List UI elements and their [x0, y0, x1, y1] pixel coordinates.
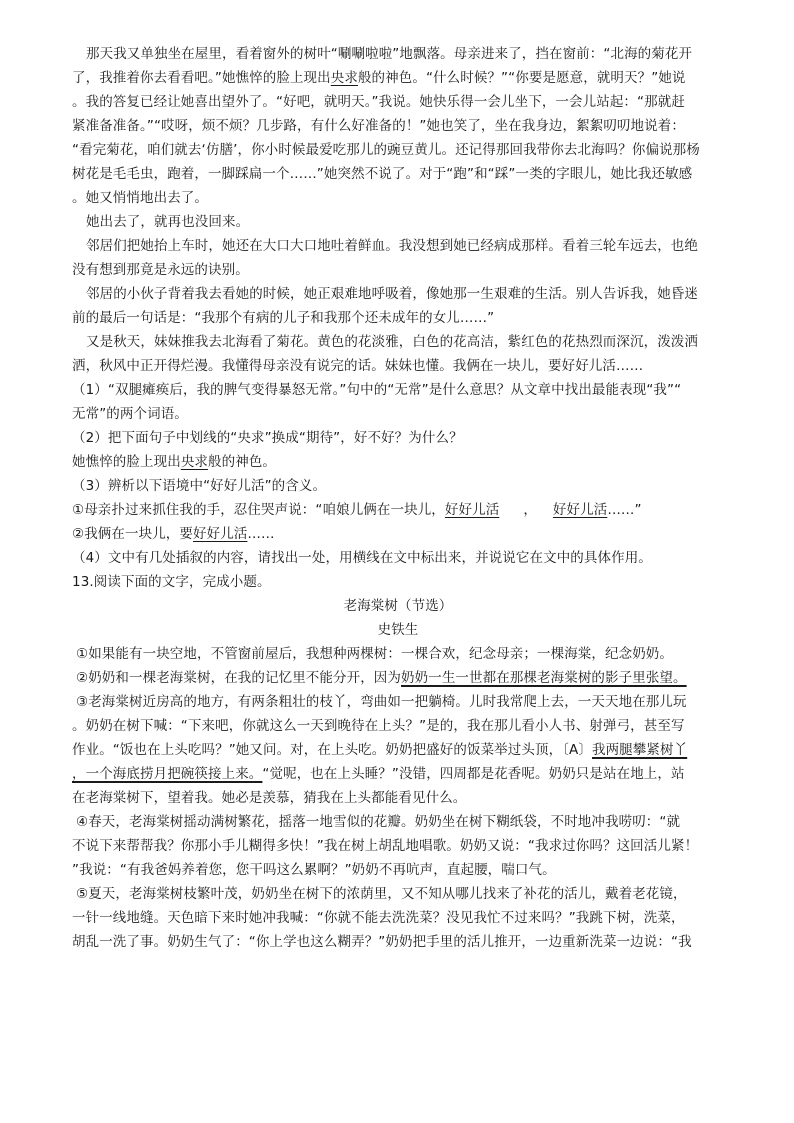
text-line: 邻居们把她抬上车时，她还在大口大口地吐着鲜血。我没想到她已经病成那样。看着三轮车远去，也绝	[86, 238, 698, 254]
underlined-phrase: 好好儿活	[193, 526, 248, 542]
document-page	[72, 42, 724, 954]
text-line: 没有想到那竟是永远的诀别。	[72, 262, 249, 278]
question-3: （3）辨析以下语境中“好好儿活”的含义。	[72, 478, 327, 494]
text-line: 树花是毛毛虫，跑着，一脚踩扁一个……”她突然不说了。对于“跑”和“踩”一类的字眼儿，她比我还敏感	[72, 166, 693, 182]
text-line: 前的最后一句话是：“我那个有病的儿子和我那个还未成年的女儿……”	[72, 310, 495, 326]
question-2-sentence: 她憔悴的脸上现出央求般的神色。	[72, 454, 277, 470]
underlined-sentence: 我两腿攀紧树丫	[591, 742, 688, 758]
text-line: 那天我又单独坐在屋里，看着窗外的树叶“唰唰啦啦”地飘落。母亲进来了，挡在窗前：“北海的菊花开	[86, 46, 693, 62]
underlined-word: 央求	[180, 454, 209, 470]
underlined-word: 央求	[330, 70, 358, 86]
underlined-phrase: 好好儿活	[444, 502, 500, 518]
text-line: 紧准备准备。”“哎呀，烦不烦？几步路，有什么好准备的！”她也笑了，坐在我身边，絮絮叨叨地说着：	[72, 118, 685, 134]
passage-author: 史铁生	[377, 622, 419, 638]
text-line: ”我说：“有我爸妈养着您，您干吗这么累啊？”奶奶不再吭声，直起腰，喘口气。	[72, 862, 556, 878]
underlined-sentence: ，一个海底捞月把碗筷接上来。	[72, 766, 263, 782]
question-3-item-1: ①母亲扑过来抓住我的手，忍住哭声说：“咱娘儿俩在一块儿，好好儿活 ， 好好儿活……”	[72, 502, 642, 518]
text-line: 洒，秋风中正开得烂漫。我懂得母亲没有说完的话。妹妹也懂。我俩在一块儿，要好好儿活……	[72, 358, 644, 374]
question-2: （2）把下面句子中划线的“央求”换成“期待”，好不好？为什么？	[72, 430, 463, 446]
passage-title: 老海棠树（节选）	[343, 598, 453, 614]
underlined-phrase: 好好儿活	[552, 502, 608, 518]
text-line: ③老海棠树近房高的地方，有两条粗壮的枝丫，弯曲如一把躺椅。儿时我常爬上去，一天天地在那儿玩	[76, 694, 687, 710]
text-line: 她出去了，就再也没回来。	[86, 214, 250, 230]
text-line: 。我的答复已经让她喜出望外了。“好吧，就明天。”我说。她快乐得一会儿坐下，一会儿站起：“那就赶	[72, 94, 685, 110]
text-line: ①如果能有一块空地，不管窗前屋后，我想种两棵树：一棵合欢，纪念母亲；一棵海棠，纪念奶奶。	[76, 646, 674, 662]
question-4: （4）文中有几处插叙的内容，请找出一处，用横线在文中标出来，并说说它在文中的具体作用。	[72, 550, 652, 566]
text-line: 胡乱一洗了事。奶奶生气了：“你上学也这么糊弄？”奶奶把手里的活儿推开，一边重新洗菜一边说：“我	[72, 934, 692, 950]
text-line: 一针一线地缝。天色暗下来时她冲我喊：“你就不能去洗洗菜？没见我忙不过来吗？”我跳下树，洗菜，	[72, 910, 685, 926]
section-intro: 13.阅读下面的文字，完成小题。	[72, 574, 271, 590]
underlined-sentence: 奶奶一生一世都在那棵老海棠树的影子里张望。	[401, 670, 687, 686]
text-line: ④春天，老海棠树摇动满树繁花，摇落一地雪似的花瓣。奶奶坐在树下糊纸袋，不时地冲我唠叨：“就	[76, 814, 681, 830]
question-3-item-2: ②我俩在一块儿，要好好儿活……	[72, 526, 275, 542]
text-line: 了，我推着你去看看吧。”她憔悴的脸上现出央求般的神色。“什么时候？”“你要是愿意，就明天？”她说	[72, 70, 686, 86]
text-line: 在老海棠树下，望着我。她必是羡慕，猜我在上头都能看见什么。	[72, 790, 467, 806]
text-line: ②奶奶和一棵老海棠树，在我的记忆里不能分开，因为奶奶一生一世都在那棵老海棠树的影子里张望。	[76, 670, 687, 686]
text-line: 邻居的小伙子背着我去看她的时候，她正艰难地呼吸着，像她那一生艰难的生活。别人告诉我，她昏迷	[86, 286, 698, 302]
text-line: 。她又悄悄地出去了。	[72, 190, 208, 206]
text-line: 。奶奶在树下喊：“下来吧，你就这么一天到晚待在上头？”是的，我在那儿看小人书、射弹弓，甚至写	[72, 718, 685, 734]
text-line: 作业。“饭也在上头吃吗？”她又问。对，在上头吃。奶奶把盛好的饭菜举过头顶，〔A〕我两腿攀紧树丫	[72, 742, 688, 758]
question-1-cont: 无常”的两个词语。	[72, 406, 188, 422]
text-line: 又是秋天，妹妹推我去北海看了菊花。黄色的花淡雅，白色的花高洁，紫红色的花热烈而深沉，泼泼洒	[86, 334, 698, 350]
text-line: ⑤夏天，老海棠树枝繁叶茂，奶奶坐在树下的浓荫里，又不知从哪儿找来了补花的活儿，戴着老花镜，	[76, 886, 687, 902]
text-line: ，一个海底捞月把碗筷接上来。“觉呢，也在上头睡？”没错，四周都是花香呢。奶奶只是站在地上，站	[72, 766, 685, 782]
text-line: 不说下来帮帮我？你那小手儿糊得多快！”我在树上胡乱地唱歌。奶奶又说：“我求过你吗？这回活儿紧！	[72, 838, 699, 854]
text-line: “看完菊花，咱们就去‘仿膳’，你小时候最爱吃那儿的豌豆黄儿。还记得那回我带你去北海吗？你偏说那杨	[72, 142, 700, 158]
question-1: （1）“双腿瘫痪后，我的脾气变得暴怒无常。”句中的“无常”是什么意思？从文章中找出最能表现“我”“	[72, 382, 682, 398]
